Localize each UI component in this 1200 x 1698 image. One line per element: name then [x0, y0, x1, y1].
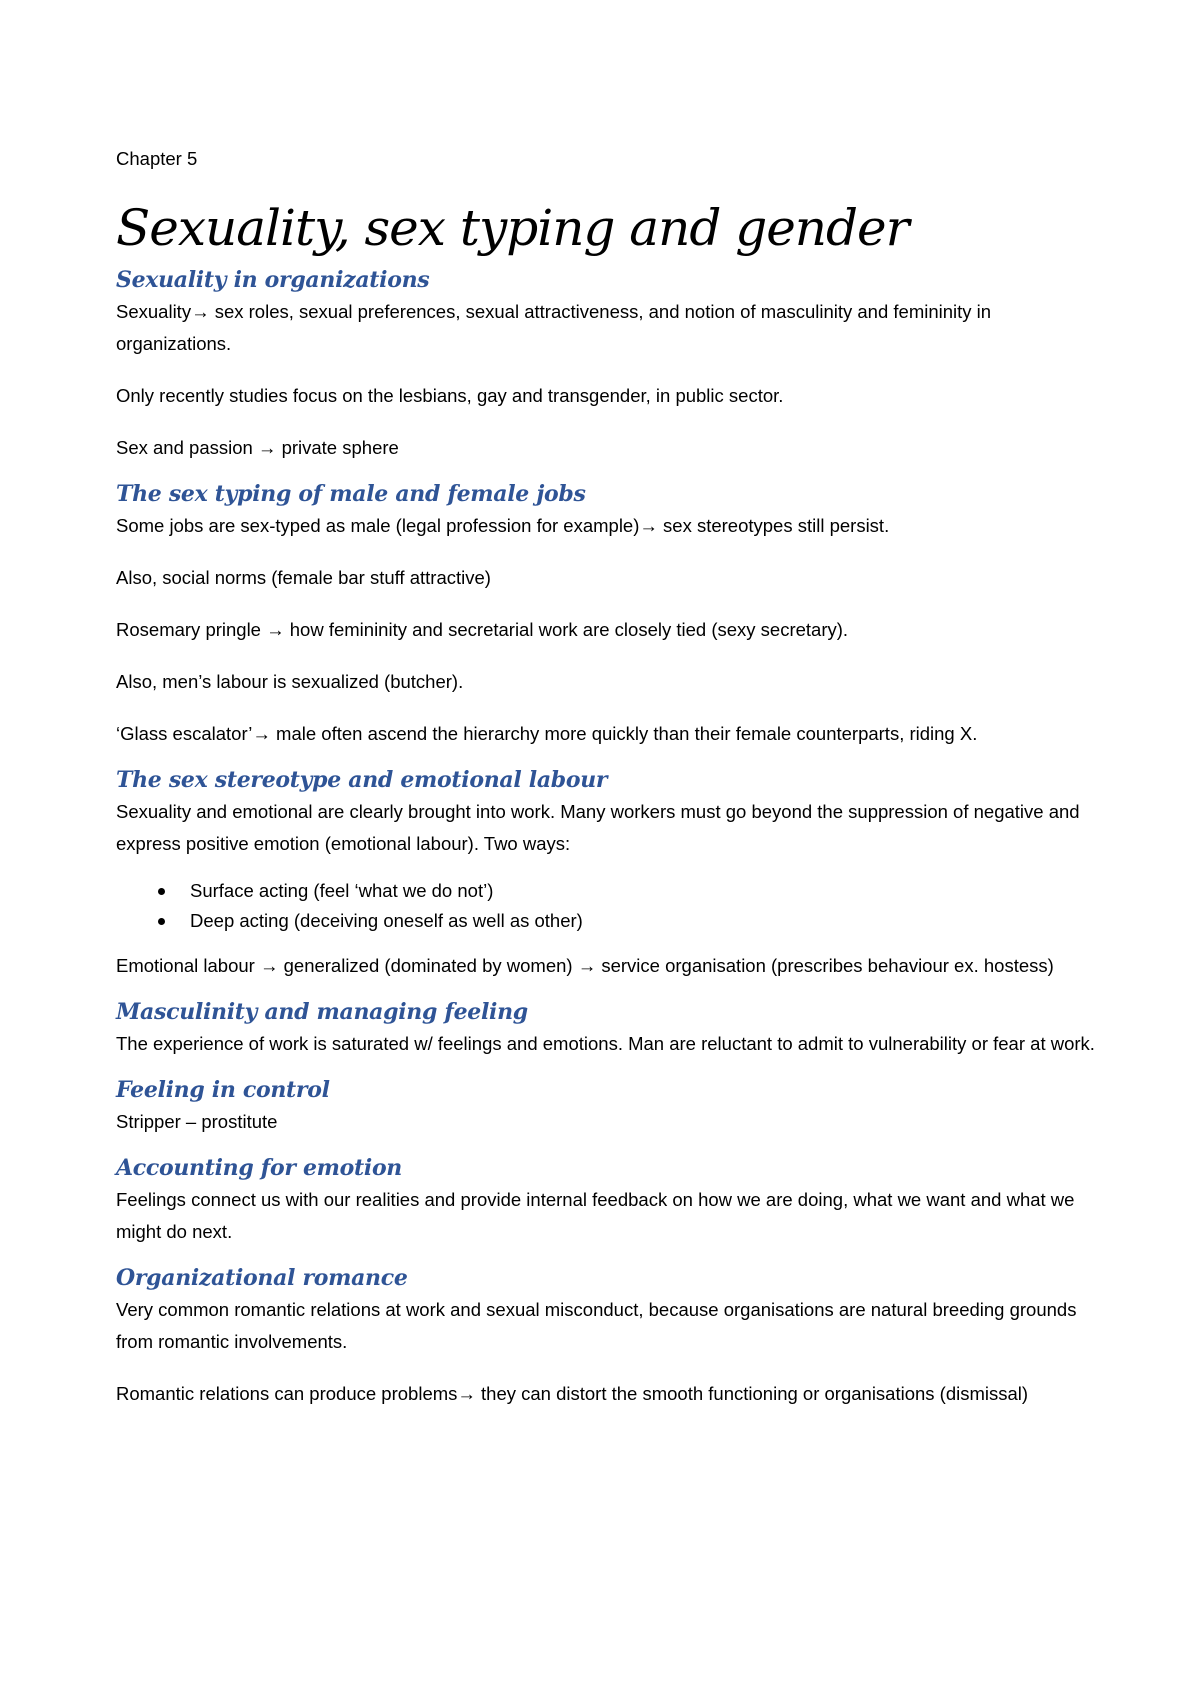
bullet-text: Deep acting (deceiving oneself as well as other) [190, 910, 583, 931]
paragraph: Also, social norms (female bar stuff attractive) [116, 567, 491, 588]
paragraph: Only recently studies focus on the lesbians, gay and transgender, in public sector. [116, 385, 784, 406]
paragraph: Also, men’s labour is sexualized (butcher). [116, 671, 464, 692]
paragraph: Very common romantic relations at work and sexual misconduct, because organisations are natural breeding grounds from romantic involvements. [116, 1299, 1077, 1352]
paragraph: Emotional labour → generalized (dominated by women) → service organisation (prescribes behaviour ex. hostess) [116, 955, 1054, 976]
bullet-list [116, 876, 1096, 936]
paragraph: Feelings connect us with our realities and provide internal feedback on how we are doing, what we want and what we might do next. [116, 1189, 1075, 1242]
section-heading: Feeling in control [116, 1077, 330, 1103]
section-heading: Organizational romance [116, 1265, 408, 1291]
bullet-item [116, 876, 1096, 906]
bullet-text: Surface acting (feel ‘what we do not’) [190, 880, 494, 901]
paragraph: ‘Glass escalator’→ male often ascend the hierarchy more quickly than their female counterparts, riding X. [116, 723, 978, 744]
document-body [116, 264, 1096, 1430]
paragraph: The experience of work is saturated w/ feelings and emotions. Man are reluctant to admit to vulnerability or fear at work. [116, 1033, 1095, 1054]
bullet-icon [158, 888, 165, 895]
bullet-item [116, 906, 1096, 936]
paragraph: Sexuality and emotional are clearly brought into work. Many workers must go beyond the suppression of negative and express positive emotion (emotional labour). Two ways: [116, 801, 1080, 854]
paragraph: Sex and passion → private sphere [116, 437, 399, 458]
section-heading: The sex typing of male and female jobs [116, 481, 586, 507]
bullet-icon [158, 918, 165, 925]
paragraph: Some jobs are sex-typed as male (legal profession for example)→ sex stereotypes still persist. [116, 515, 890, 536]
chapter-label: Chapter 5 [116, 148, 198, 169]
paragraph: Romantic relations can produce problems→ they can distort the smooth functioning or organisations (dismissal) [116, 1383, 1029, 1404]
section-heading: The sex stereotype and emotional labour [116, 767, 608, 793]
paragraph: Stripper – prostitute [116, 1111, 278, 1132]
section-heading: Masculinity and managing feeling [116, 999, 528, 1025]
section-heading: Accounting for emotion [116, 1155, 403, 1181]
section-heading: Sexuality in organizations [116, 267, 430, 293]
paragraph: Rosemary pringle → how femininity and secretarial work are closely tied (sexy secretary). [116, 619, 849, 640]
paragraph: Sexuality→ sex roles, sexual preferences, sexual attractiveness, and notion of masculinity and femininity in organizations. [116, 301, 992, 354]
document-title: Sexuality, sex typing and gender [116, 199, 909, 257]
